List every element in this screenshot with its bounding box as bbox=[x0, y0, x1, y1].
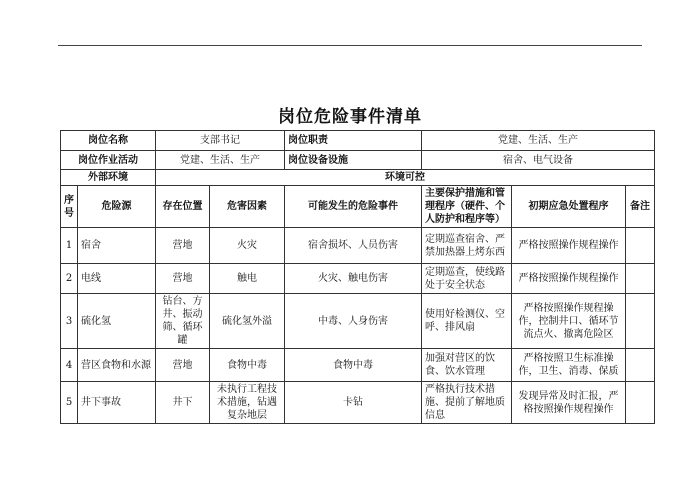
post-duty-label: 岗位职责 bbox=[285, 131, 422, 151]
table-row bbox=[61, 264, 655, 294]
cell-factor: 触电 bbox=[210, 264, 285, 294]
cell-source: 电线 bbox=[78, 264, 156, 294]
page-title: 岗位危险事件清单 bbox=[278, 107, 422, 127]
cell-no: 2 bbox=[61, 264, 78, 294]
col-remark: 备注 bbox=[626, 186, 655, 228]
env-label: 外部环境 bbox=[61, 170, 156, 186]
info-row-activity bbox=[61, 151, 655, 170]
table-row bbox=[61, 382, 655, 424]
cell-response: 严格按照操作规程操作 bbox=[512, 228, 626, 264]
cell-factor: 硫化氢外溢 bbox=[210, 294, 285, 349]
cell-no: 5 bbox=[61, 382, 78, 424]
col-no: 序号 bbox=[61, 186, 78, 228]
cell-source: 硫化氢 bbox=[78, 294, 156, 349]
col-source: 危险源 bbox=[78, 186, 156, 228]
cell-source: 宿舍 bbox=[78, 228, 156, 264]
cell-location: 井下 bbox=[156, 382, 210, 424]
cell-location: 钻台、方井、振动筛、循环罐 bbox=[156, 294, 210, 349]
activity-label: 岗位作业活动 bbox=[61, 151, 156, 170]
cell-no: 3 bbox=[61, 294, 78, 349]
activity-value: 党建、生活、生产 bbox=[156, 151, 285, 170]
cell-factor: 未执行工程技术措施，钻遇复杂地层 bbox=[210, 382, 285, 424]
env-value: 环境可控 bbox=[156, 170, 655, 186]
cell-no: 4 bbox=[61, 349, 78, 382]
cell-location: 营地 bbox=[156, 349, 210, 382]
col-measures: 主要保护措施和管理程序（硬件、个人防护和程序等） bbox=[422, 186, 512, 228]
cell-event: 宿舍损坏、人员伤害 bbox=[285, 228, 422, 264]
cell-no: 1 bbox=[61, 228, 78, 264]
cell-response: 严格按照操作规程操作，控制井口、循环节流点火、撤离危险区 bbox=[512, 294, 626, 349]
cell-location: 营地 bbox=[156, 264, 210, 294]
col-response: 初期应急处置程序 bbox=[512, 186, 626, 228]
cell-measures: 加强对营区的饮食、饮水管理 bbox=[422, 349, 512, 382]
col-location: 存在位置 bbox=[156, 186, 210, 228]
facility-label: 岗位设备设施 bbox=[285, 151, 422, 170]
header-rule bbox=[58, 45, 642, 46]
post-name-value: 支部书记 bbox=[156, 131, 285, 151]
cell-measures: 定期巡查宿舍、严禁加热器上烤东西 bbox=[422, 228, 512, 264]
cell-event: 中毒、人身伤害 bbox=[285, 294, 422, 349]
cell-event: 卡钻 bbox=[285, 382, 422, 424]
cell-remark bbox=[626, 349, 655, 382]
post-name-label: 岗位名称 bbox=[61, 131, 156, 151]
facility-value: 宿舍、电气设备 bbox=[422, 151, 655, 170]
info-row-post bbox=[61, 131, 655, 151]
cell-measures: 定期巡查，使线路处于安全状态 bbox=[422, 264, 512, 294]
table-row bbox=[61, 228, 655, 264]
cell-event: 食物中毒 bbox=[285, 349, 422, 382]
cell-remark bbox=[626, 228, 655, 264]
hazard-table bbox=[60, 130, 655, 424]
cell-remark bbox=[626, 382, 655, 424]
table-row bbox=[61, 294, 655, 349]
info-row-env bbox=[61, 170, 655, 186]
col-event: 可能发生的危险事件 bbox=[285, 186, 422, 228]
cell-source: 井下事故 bbox=[78, 382, 156, 424]
post-duty-value: 党建、生活、生产 bbox=[422, 131, 655, 151]
table-row bbox=[61, 349, 655, 382]
cell-response: 发现异常及时汇报，严格按照操作规程操作 bbox=[512, 382, 626, 424]
cell-response: 严格按照操作规程操作 bbox=[512, 264, 626, 294]
cell-location: 营地 bbox=[156, 228, 210, 264]
col-factor: 危害因素 bbox=[210, 186, 285, 228]
cell-response: 严格按照卫生标准操作，卫生、消毒、保质 bbox=[512, 349, 626, 382]
column-header-row bbox=[61, 186, 655, 228]
cell-remark bbox=[626, 294, 655, 349]
cell-factor: 火灾 bbox=[210, 228, 285, 264]
cell-measures: 严格执行技术措施、提前了解地质信息 bbox=[422, 382, 512, 424]
cell-factor: 食物中毒 bbox=[210, 349, 285, 382]
cell-remark bbox=[626, 264, 655, 294]
cell-measures: 使用好检测仪、空呼、排风扇 bbox=[422, 294, 512, 349]
cell-event: 火灾、触电伤害 bbox=[285, 264, 422, 294]
cell-source: 营区食物和水源 bbox=[78, 349, 156, 382]
